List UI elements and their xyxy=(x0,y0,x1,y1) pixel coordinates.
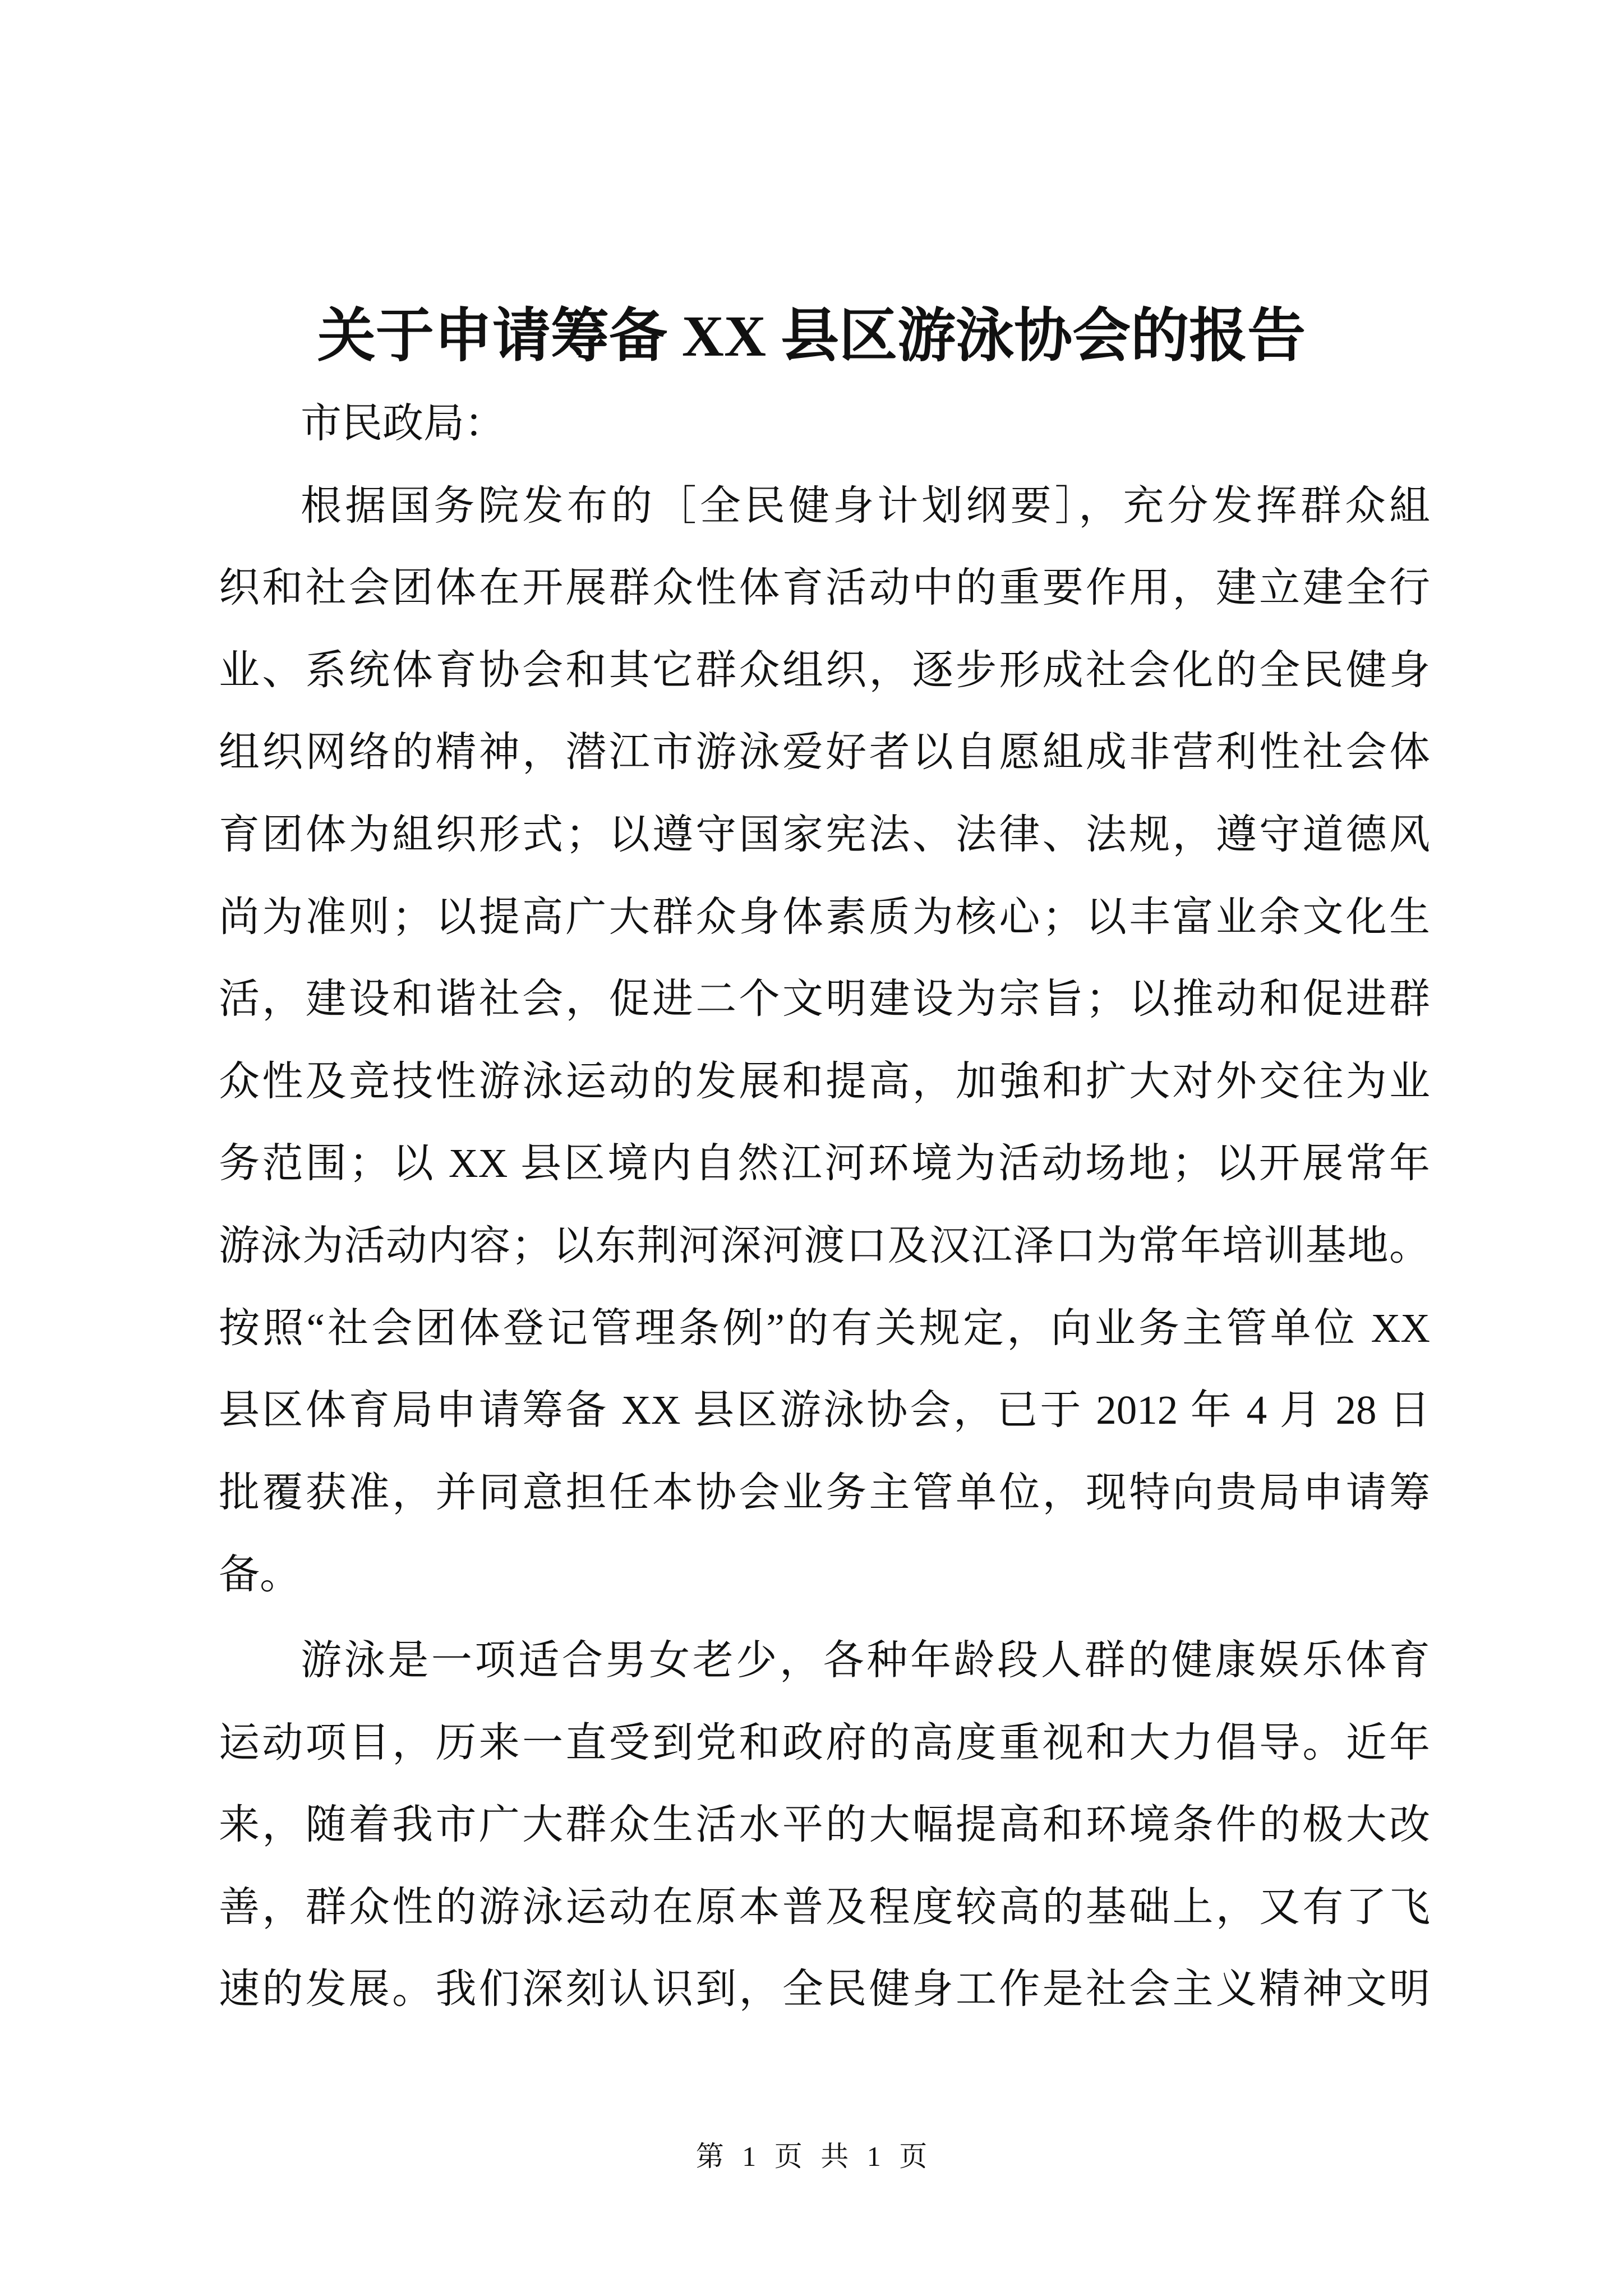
paragraph-line: 备。 xyxy=(219,1552,301,1598)
paragraph-line: 尚为准则；以提高广大群众身体素质为核心；以丰富业余文化生 xyxy=(219,894,1430,940)
paragraph-line: 游泳为活动内容；以东荆河深河渡口及汉江泽口为常年培训基地。 xyxy=(219,1222,1430,1268)
paragraph-line: 业、系统体育协会和其它群众组织，逐步形成社会化的全民健身 xyxy=(219,647,1430,693)
paragraph-line: 根据国务院发布的［全民健身计划纲要］，充分发挥群众組 xyxy=(301,482,1430,528)
paragraph-line: 县区体育局申请筹备 XX 县区游泳协会，已于 2012 年 4 月 28 日 xyxy=(219,1387,1430,1433)
paragraph-line: 众性及竞技性游泳运动的发展和提高，加強和扩大对外交往为业 xyxy=(219,1058,1430,1104)
paragraph xyxy=(219,465,1430,1616)
paragraph-line: 批覆获准，并同意担任本协会业务主管单位，现特向贵局申请筹 xyxy=(219,1469,1430,1515)
paragraph-line: 来，随着我市广大群众生活水平的大幅提高和环境条件的极大改 xyxy=(219,1802,1430,1848)
paragraph-line: 务范围；以 XX 县区境内自然江河环境为活动场地；以开展常年 xyxy=(219,1140,1430,1186)
paragraph-line: 育团体为組织形式；以遵守国家宪法、法律、法规，遵守道德风 xyxy=(219,811,1430,857)
paragraph-line: 按照“社会团体登记管理条例”的有关规定，向业务主管单位 XX xyxy=(219,1305,1430,1351)
salutation: 市民政局： xyxy=(301,401,505,446)
paragraph-line: 速的发展。我们深刻认识到，全民健身工作是社会主义精神文明 xyxy=(219,1966,1430,2012)
paragraph xyxy=(219,1619,1430,2031)
document-body xyxy=(219,383,1430,2031)
paragraph-line: 游泳是一项适合男女老少，各种年龄段人群的健康娱乐体育 xyxy=(301,1637,1430,1683)
paragraph-line: 运动项目，历来一直受到党和政府的高度重视和大力倡导。近年 xyxy=(219,1719,1430,1765)
paragraph-line: 善，群众性的游泳运动在原本普及程度较高的基础上，又有了飞 xyxy=(219,1884,1430,1930)
page-number-footer: 第 1 页 共 1 页 xyxy=(695,2141,928,2172)
document-title: 关于申请筹备 XX 县区游泳协会的报告 xyxy=(317,304,1306,369)
paragraph-line: 组织网络的精神，潜江市游泳爱好者以自愿組成非营利性社会体 xyxy=(219,729,1430,775)
paragraph-line: 活，建设和谐社会，促进二个文明建设为宗旨；以推动和促进群 xyxy=(219,976,1430,1022)
paragraph-line: 织和社会团体在开展群众性体育活动中的重要作用，建立建全行 xyxy=(219,565,1430,611)
